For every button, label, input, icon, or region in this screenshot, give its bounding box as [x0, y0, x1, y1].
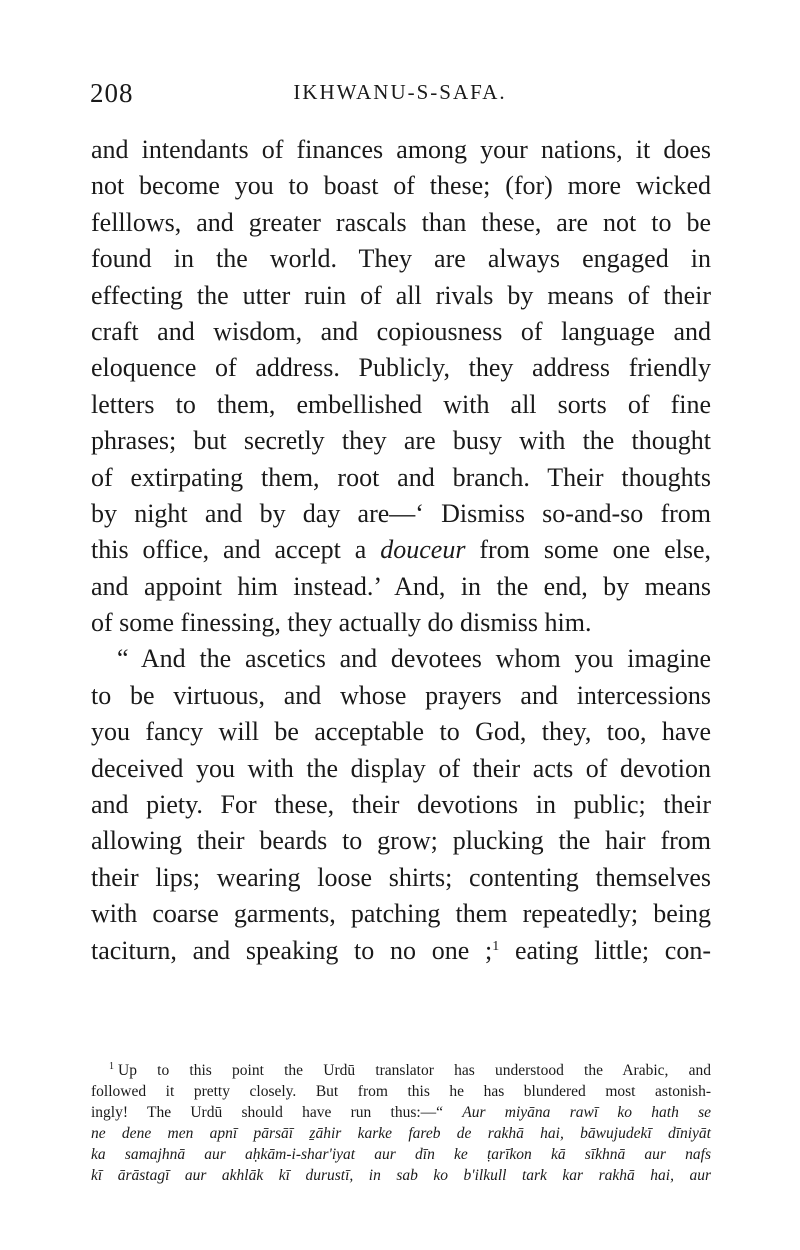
text-line: by night and by day are—‘ Dismiss so-and-so from: [91, 498, 711, 528]
text-line: [91, 532, 711, 568]
text-line: deceived you with the display of their acts of devotion: [91, 753, 711, 783]
text-line: and appoint him instead.’ And, in the end, by means: [91, 571, 711, 601]
body-text: [91, 132, 711, 969]
footnote-line: [91, 1102, 711, 1123]
text-line: to be virtuous, and whose prayers and intercessions: [91, 680, 711, 710]
text-line: their lips; wearing loose shirts; contenting themselves: [91, 862, 711, 892]
text-line: effecting the utter ruin of all rivals by means of their: [91, 280, 711, 310]
text-run: taciturn, and speaking to no one ;: [91, 935, 493, 965]
text-line: [91, 933, 711, 969]
text-run: ingly! The Urdū should have run thus:—“: [91, 1104, 463, 1121]
text-line: letters to them, embellished with all sorts of fine: [91, 389, 711, 419]
text-line: found in the world. They are always engaged in: [91, 244, 711, 274]
text-line: of extirpating them, root and branch. Their thoughts: [91, 462, 711, 492]
footnote-marker: 1: [109, 1061, 114, 1072]
footnote-line: [91, 1060, 711, 1081]
text-line: phrases; but secretly they are busy with the thought: [91, 426, 711, 456]
italic-transliteration: kī ārāstagī aur akhlāk kī durustī, in sab ko b'ilkull tark kar rakhā hai, aur: [91, 1167, 711, 1184]
text-run: this office, and accept a: [91, 535, 381, 565]
text-line: not become you to boast of these; (for) more wicked: [91, 171, 711, 201]
text-line: and piety. For these, their devotions in public; their: [91, 790, 711, 820]
footnote-line: [91, 1144, 711, 1165]
text-line: craft and wisdom, and copiousness of language and: [91, 316, 711, 346]
text-line: eloquence of address. Publicly, they address friendly: [91, 353, 711, 383]
page-number: 208: [90, 78, 134, 108]
text-line: “ And the ascetics and devotees whom you imagine: [117, 644, 711, 674]
text-line: felllows, and greater rascals than these, are not to be: [91, 207, 711, 237]
text-run: eating little; con-: [499, 935, 712, 965]
text-line: of some finessing, they actually do dismiss him.: [91, 608, 592, 638]
text-run: followed it pretty closely. But from this he has blundered most astonish-: [91, 1083, 711, 1100]
italic-transliteration: Aur miyāna rawī ko hath se: [462, 1104, 711, 1121]
text-line: you fancy will be acceptable to God, they, too, have: [91, 717, 711, 747]
footnote-line: [91, 1165, 711, 1186]
italic-transliteration: ne dene men apnī pārsāī ẕāhir karke fareb de rakhā hai, bāwujudekī dīniyāt: [91, 1125, 711, 1142]
footnote: [91, 1060, 711, 1186]
text-run: from some one else,: [465, 535, 711, 565]
footnote-line: [91, 1081, 711, 1102]
running-head: IKHWANU-S-SAFA.: [293, 80, 507, 104]
text-line: allowing their beards to grow; plucking the hair from: [91, 826, 711, 856]
footnote-line: [91, 1123, 711, 1144]
text-run: Up to this point the Urdū translator has understood the Arabic, and: [118, 1062, 711, 1079]
text-line: with coarse garments, patching them repeatedly; being: [91, 899, 711, 929]
italic-transliteration: ka samajhnā aur aḥkām-i-shar'iyat aur dīn ke ṭarīkon kā sīkhnā aur nafs: [91, 1146, 711, 1163]
italic-word: douceur: [380, 535, 466, 565]
footnote-reference: 1: [492, 938, 500, 954]
text-line: and intendants of finances among your nations, it does: [91, 135, 711, 164]
page-header: [90, 78, 710, 118]
